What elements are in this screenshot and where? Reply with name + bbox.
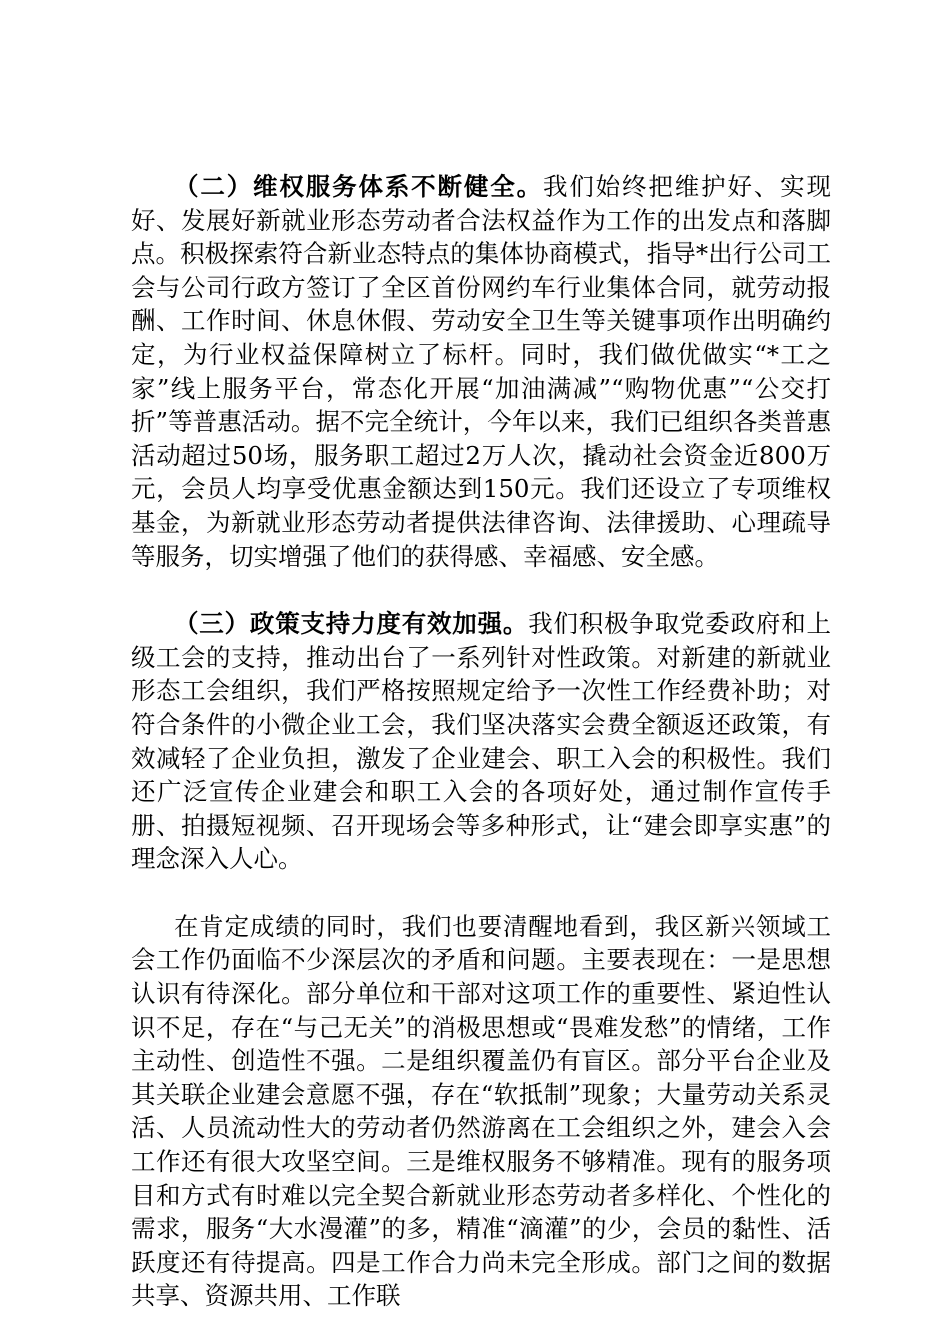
paragraph-policy-support <box>131 607 831 876</box>
document-page <box>131 170 831 1313</box>
section-heading: （二）维权服务体系不断健全。 <box>174 172 543 201</box>
paragraph-body: 我们积极争取党委政府和上级工会的支持，推动出台了一系列针对性政策。对新建的新就业形态工会组织，我们严格按照规定给予一次性工作经费补助；对符合条件的小微企业工会，我们坚决落实会费全额返还政策，有效减轻了企业负担，激发了企业建会、职工入会的积极性。我们还广泛宣传企业建会和职工入会的各项好处，通过制作宣传手册、拍摄短视频、召开现场会等多种形式，让“建会即享实惠”的理念深入人心。 <box>131 609 832 874</box>
paragraph-body: 在肯定成绩的同时，我们也要清醒地看到，我区新兴领域工会工作仍面临不少深层次的矛盾和问题。主要表现在：一是思想认识有待深化。部分单位和干部对这项工作的重要性、紧迫性认识不足，存在“与己无关”的消极思想或“畏难发愁”的情绪，工作主动性、创造性不强。二是组织覆盖仍有盲区。部分平台企业及其关联企业建会意愿不强，存在“软抵制”现象；大量劳动关系灵活、人员流动性大的劳动者仍然游离在工会组织之外，建会入会工作还有很大攻坚空间。三是维权服务不够精准。现有的服务项目和方式有时难以完全契合新就业形态劳动者多样化、个性化的需求，服务“大水漫灌”的多，精准“滴灌”的少，会员的黏性、活跃度还有待提高。四是工作合力尚未完全形成。部门之间的数据共享、资源共用、工作联 <box>131 911 831 1311</box>
section-heading: （三）政策支持力度有效加强。 <box>174 609 529 639</box>
paragraph-body: 我们始终把维护好、实现好、发展好新就业形态劳动者合法权益作为工作的出发点和落脚点。积极探索符合新业态特点的集体协商模式，指导*出行公司工会与公司行政方签订了全区首份网约车行业集体合同，就劳动报酬、工作时间、休息休假、劳动安全卫生等关键事项作出明确约定，为行业权益保障树立了标杆。同时，我们做优做实“*工之家”线上服务平台，常态化开展“加油满减”“购物优惠”“公交打折”等普惠活动。据不完全统计，今年以来，我们已组织各类普惠活动超过50场，服务职工超过2万人次，撬动社会资金近800万元，会员人均享受优惠金额达到150元。我们还设立了专项维权基金，为新就业形态劳动者提供法律咨询、法律援助、心理疏导等服务，切实增强了他们的获得感、幸福感、安全感。 <box>131 172 832 571</box>
paragraph-problems <box>131 910 831 1313</box>
paragraph-rights-service <box>131 170 831 573</box>
